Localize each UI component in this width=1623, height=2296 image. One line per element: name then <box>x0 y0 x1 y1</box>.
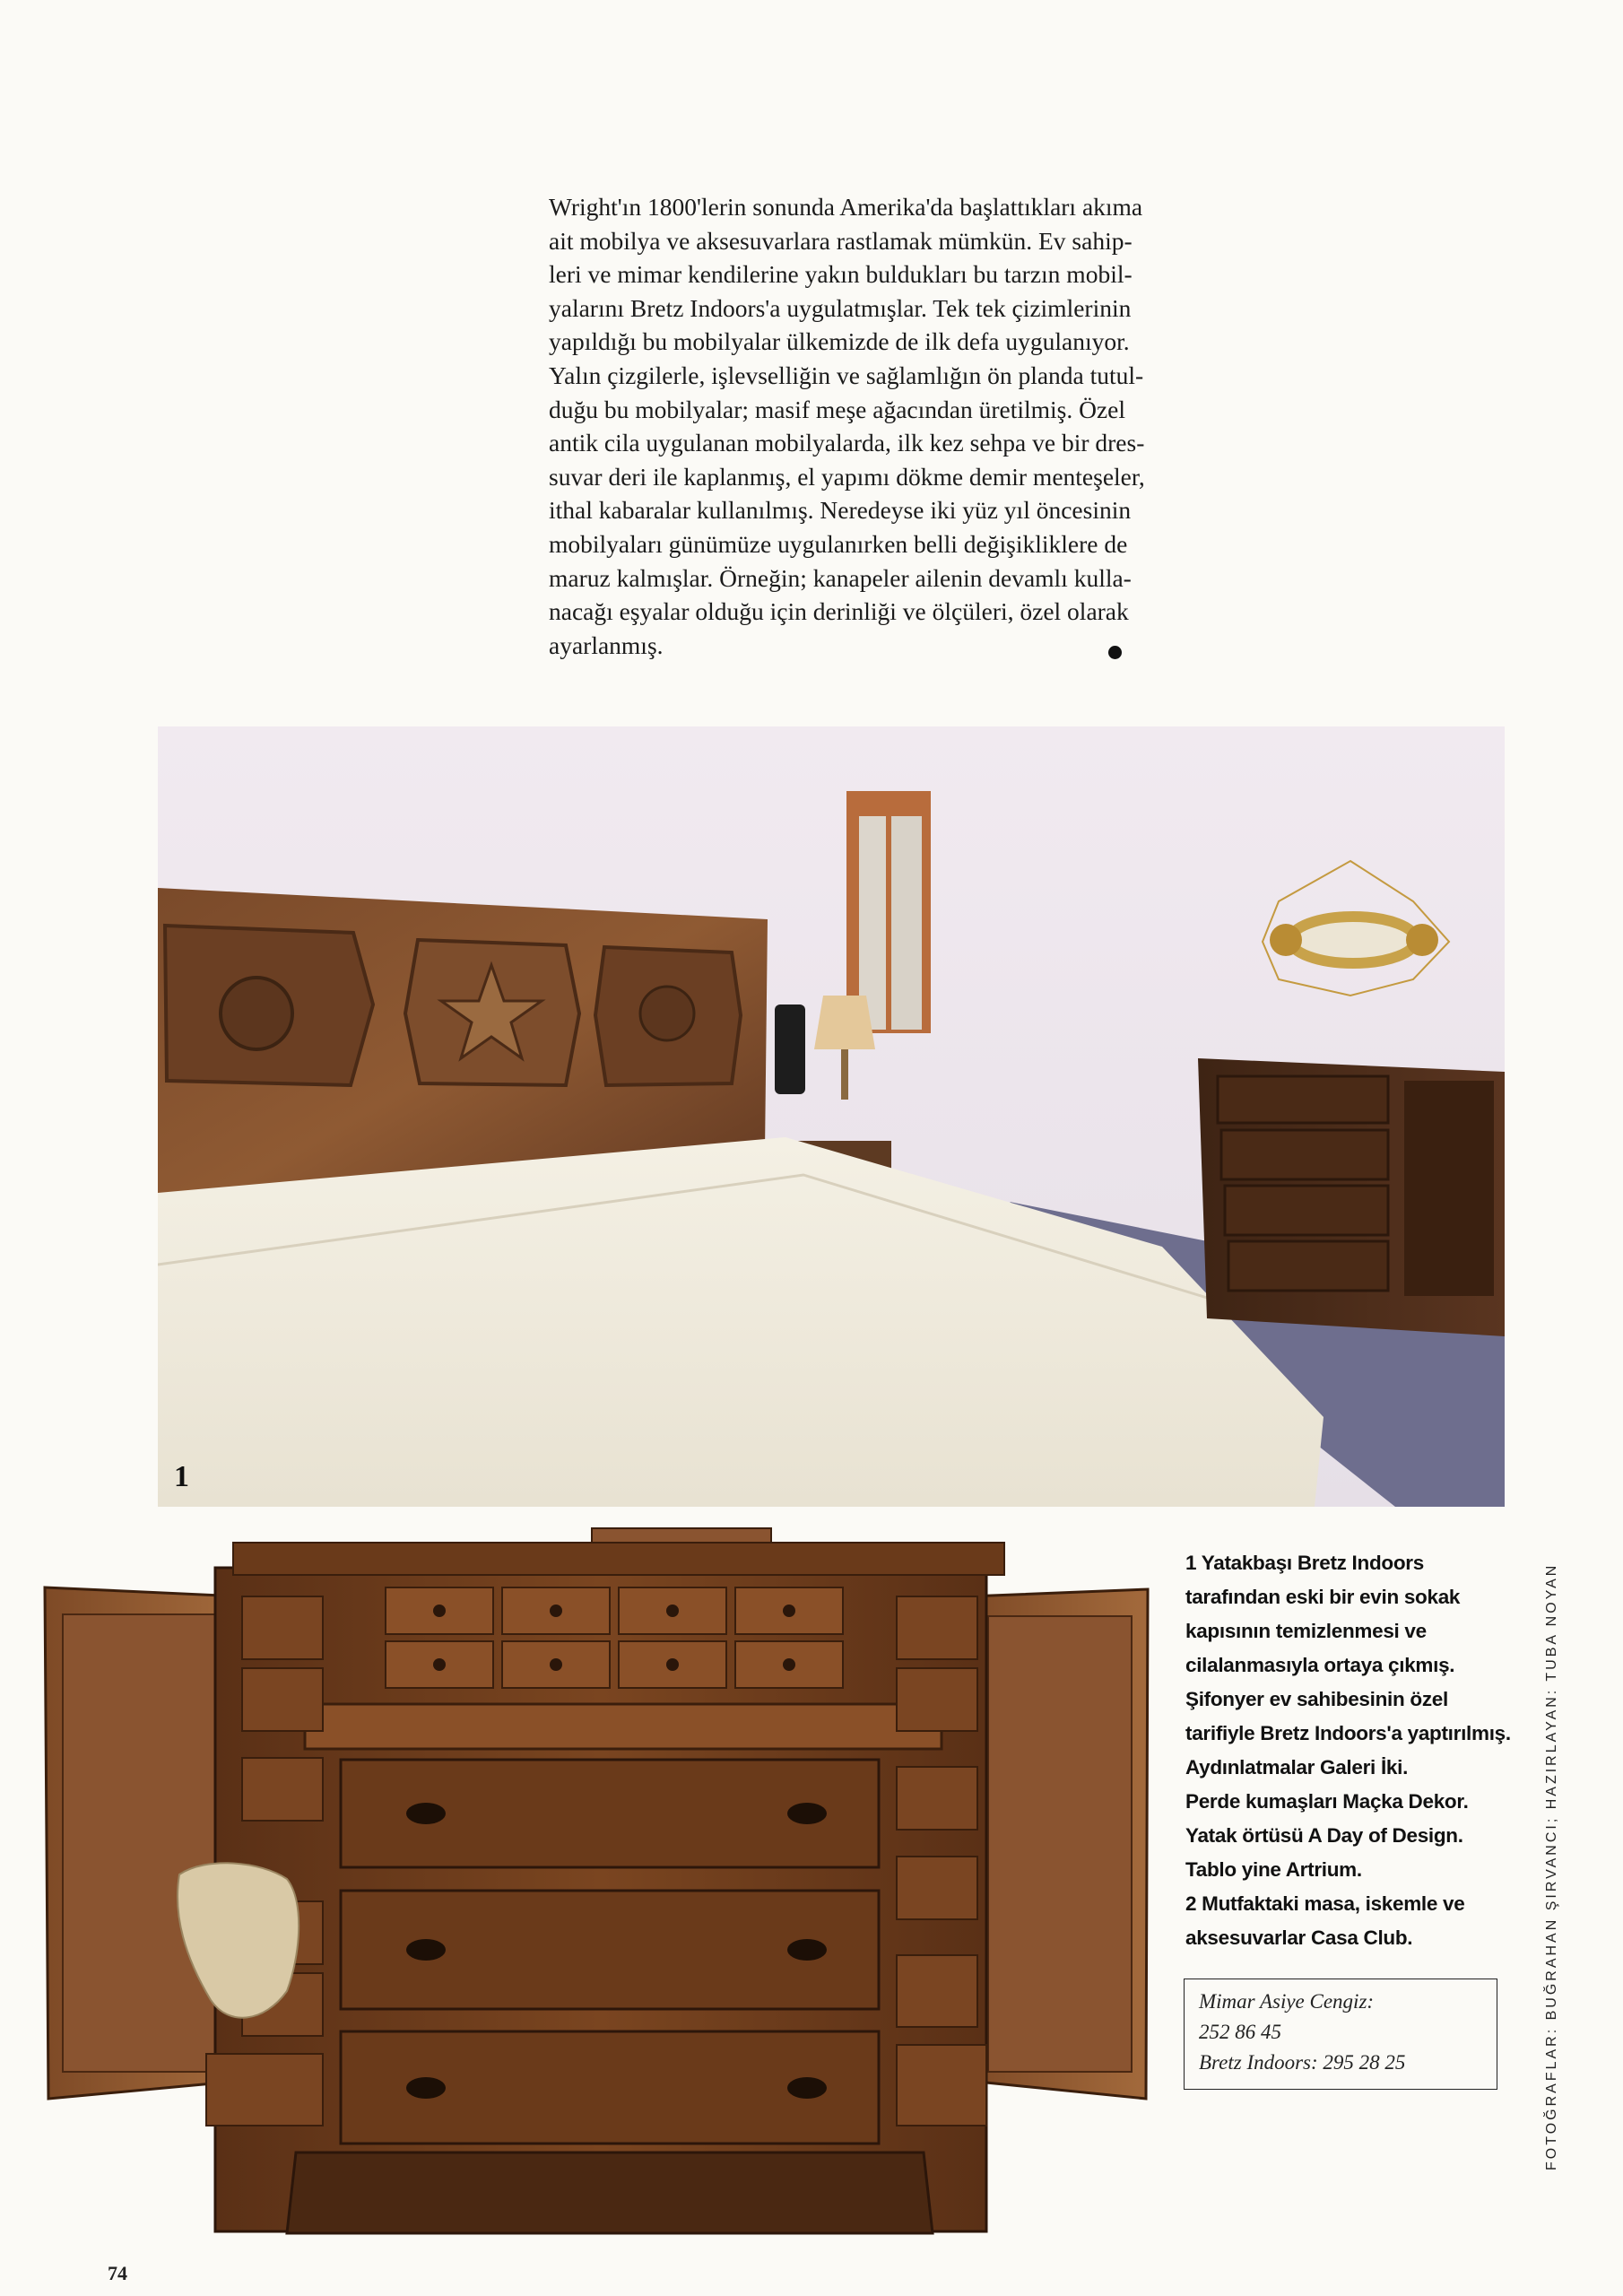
caption-line: kapısının temizlenmesi ve <box>1185 1620 1427 1642</box>
article-line: ithal kabaralar kullanılmış. Neredeyse iki yüz yıl öncesinin <box>549 496 1132 525</box>
article-line: yalarını Bretz Indoors'a uygulatmışlar. Tek tek çizimlerinin <box>549 293 1132 322</box>
caption-line: 2 Mutfaktaki masa, iskemle ve <box>1185 1892 1465 1915</box>
caption-line: tarafından eski bir evin sokak <box>1185 1586 1461 1608</box>
article-line: ayarlanmış. <box>549 631 664 659</box>
article-line: Wright'ın 1800'lerin sonunda Amerika'da başlattıkları akıma <box>549 193 1143 221</box>
caption-line: tarifiyle Bretz Indoors'a yaptırılmış. <box>1185 1722 1511 1744</box>
caption-line: Tablo yine Artrium. <box>1185 1858 1362 1881</box>
caption-line: Perde kumaşları Maçka Dekor. <box>1185 1790 1469 1813</box>
article-line: antik cila uygulanan mobilyalarda, ilk kez sehpa ve bir dres- <box>549 429 1145 457</box>
caption-line: Şifonyer ev sahibesinin özel <box>1185 1688 1448 1710</box>
contact-box <box>1184 1979 1497 2090</box>
article-line: Yalın çizgilerle, işlevselliğin ve sağlamlığın ön planda tutul- <box>549 361 1144 389</box>
caption-line: cilalanmasıyla ortaya çıkmış. <box>1185 1654 1455 1676</box>
contact-architect: Mimar Asiye Cengiz: <box>1199 1990 1375 2013</box>
bedroom-illustration <box>158 726 1505 1507</box>
article-line: mobilyaları günümüze uygulanırken belli değişikliklere de <box>549 529 1128 558</box>
article-line: nacağı eşyalar olduğu için derinliği ve ölçüleri, özel olarak <box>549 597 1129 626</box>
contact-bretz-indoors: Bretz Indoors: 295 28 25 <box>1199 2051 1406 2074</box>
cabinet-photo <box>36 1525 1157 2260</box>
caption-line: Aydınlatmalar Galeri İki. <box>1185 1756 1409 1779</box>
cabinet-illustration <box>36 1525 1157 2260</box>
photo-caption <box>1185 1546 1511 1955</box>
article-line: yapıldığı bu mobilyalar ülkemizde de ilk defa uygulanıyor. <box>549 327 1130 356</box>
photo-number: 1 <box>174 1460 189 1493</box>
caption-line: 1 Yatakbaşı Bretz Indoors <box>1185 1552 1424 1574</box>
article-line: suvar deri ile kaplanmış, el yapımı dökme demir menteşeler, <box>549 462 1145 491</box>
end-of-article-bullet <box>1108 646 1122 659</box>
photo-credits: FOTOĞRAFLAR: BUĞRAHAN ŞIRVANCI; HAZIRLAYAN: TUBA NOYAN <box>1544 1562 1559 2170</box>
caption-line: aksesuvarlar Casa Club. <box>1185 1926 1413 1949</box>
bedroom-photo <box>158 726 1505 1507</box>
article-body <box>549 190 1145 662</box>
caption-line: Yatak örtüsü A Day of Design. <box>1185 1824 1463 1847</box>
article-line: duğu bu mobilyalar; masif meşe ağacından üretilmiş. Özel <box>549 395 1126 423</box>
article-line: ait mobilya ve aksesuvarlara rastlamak mümkün. Ev sahip- <box>549 226 1133 255</box>
article-line: leri ve mimar kendilerine yakın buldukları bu tarzın mobil- <box>549 260 1133 289</box>
contact-architect-phone: 252 86 45 <box>1199 2021 1281 2043</box>
page-number: 74 <box>108 2262 127 2284</box>
article-line: maruz kalmışlar. Örneğin; kanapeler ailenin devamlı kulla- <box>549 563 1132 592</box>
